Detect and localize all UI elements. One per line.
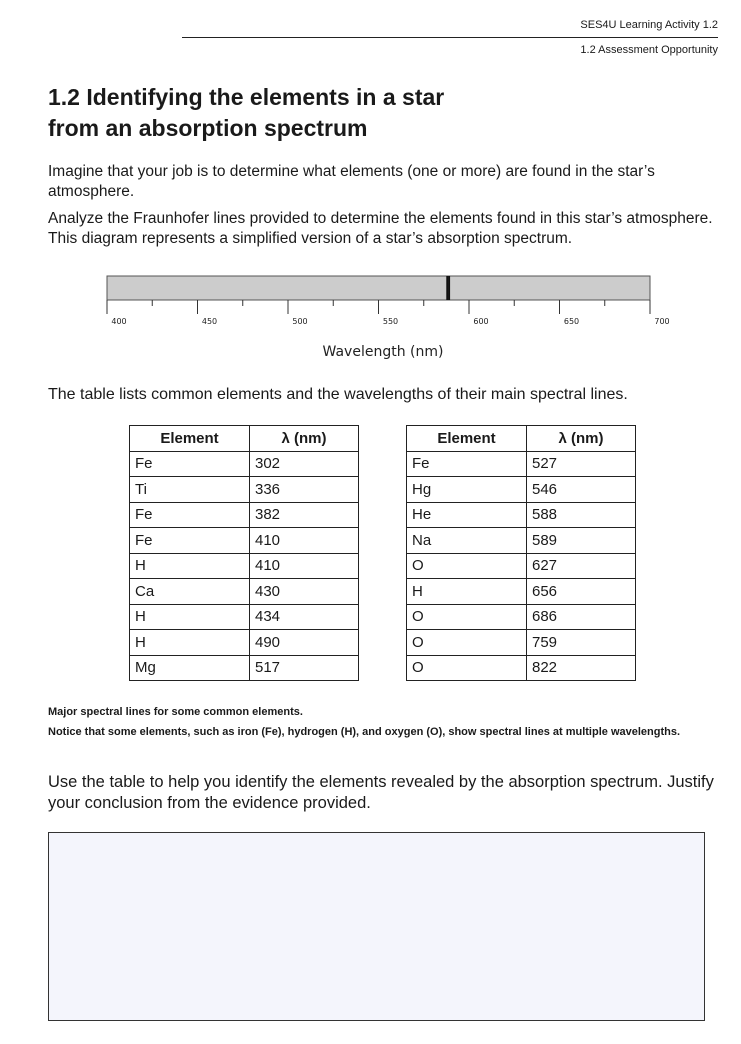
intro-paragraph-2: Analyze the Fraunhofer lines provided to determine the elements found in this star’s atmosphere. This diagram represents a simplified version of a star’s absorption spectrum. — [48, 210, 713, 247]
table-row — [407, 477, 636, 503]
wavelength-cell: 546 — [527, 477, 636, 503]
tick-label: 500 — [292, 317, 308, 326]
element-cell: H — [407, 579, 527, 605]
wavelength-cell: 588 — [527, 502, 636, 528]
header-subtitle: 1.2 Assessment Opportunity — [580, 44, 718, 56]
header-element: Element — [130, 426, 250, 452]
wavelength-cell: 527 — [527, 451, 636, 477]
table-row — [407, 655, 636, 681]
table-row — [407, 451, 636, 477]
element-cell: He — [407, 502, 527, 528]
element-cell: H — [130, 630, 250, 656]
wavelength-cell: 410 — [250, 528, 359, 554]
table-header-row — [407, 426, 636, 452]
intro-paragraph-1: Imagine that your job is to determine what elements (one or more) are found in the star’s atmosphere. — [48, 163, 655, 200]
table-intro: The table lists common elements and the wavelengths of their main spectral lines. — [48, 386, 628, 403]
wavelength-cell: 430 — [250, 579, 359, 605]
table-header-row — [130, 426, 359, 452]
tick-label: 650 — [563, 317, 580, 326]
table-caption: Major spectral lines for some common elements. — [48, 706, 303, 718]
table-row — [407, 553, 636, 579]
wavelength-cell: 382 — [250, 502, 359, 528]
wavelength-cell: 759 — [527, 630, 636, 656]
wavelength-cell: 410 — [250, 553, 359, 579]
table-row — [130, 553, 359, 579]
element-cell: O — [407, 630, 527, 656]
title-line-1: 1.2 Identifying the elements in a star — [48, 84, 445, 110]
wavelength-cell: 302 — [250, 451, 359, 477]
header-wavelength: λ (nm) — [250, 426, 359, 452]
header-element: Element — [407, 426, 527, 452]
table-row — [407, 528, 636, 554]
table-row — [130, 604, 359, 630]
header-wavelength: λ (nm) — [527, 426, 636, 452]
table-row — [130, 528, 359, 554]
spectral-lines-table-left — [129, 425, 359, 681]
tick-label: 550 — [382, 317, 399, 326]
wavelength-cell: 656 — [527, 579, 636, 605]
table-row — [130, 630, 359, 656]
element-cell: H — [130, 604, 250, 630]
table-note: Notice that some elements, such as iron (Fe), hydrogen (H), and oxygen (O), show spectral lines at multiple wavelengths. — [48, 726, 681, 738]
title-line-2: from an absorption spectrum — [48, 115, 368, 141]
spectral-lines-table-right — [406, 425, 636, 681]
table-row — [130, 502, 359, 528]
element-cell: Na — [407, 528, 527, 554]
wavelength-cell: 434 — [250, 604, 359, 630]
tick-label: 400 — [111, 317, 127, 326]
table-row — [130, 579, 359, 605]
tick-label: 700 — [654, 317, 670, 326]
wavelength-cell: 686 — [527, 604, 636, 630]
element-cell: Hg — [407, 477, 527, 503]
spectrum-band — [107, 276, 650, 300]
table-row — [130, 477, 359, 503]
element-cell: Fe — [130, 451, 250, 477]
table-row — [130, 655, 359, 681]
wavelength-cell: 490 — [250, 630, 359, 656]
table-row — [407, 502, 636, 528]
element-cell: Mg — [130, 655, 250, 681]
page-title — [48, 82, 548, 144]
tick-label: 600 — [473, 317, 489, 326]
spectrum-axis-label: Wavelength (nm) — [322, 344, 444, 360]
element-cell: O — [407, 655, 527, 681]
table-row — [407, 604, 636, 630]
element-cell: Fe — [407, 451, 527, 477]
answer-box[interactable] — [48, 832, 705, 1021]
element-cell: O — [407, 553, 527, 579]
element-cell: Ti — [130, 477, 250, 503]
header-rule — [182, 37, 718, 38]
element-cell: Fe — [130, 502, 250, 528]
table-row — [407, 579, 636, 605]
wavelength-cell: 627 — [527, 553, 636, 579]
tick-label: 450 — [201, 317, 218, 326]
table-row — [407, 630, 636, 656]
wavelength-cell: 822 — [527, 655, 636, 681]
wavelength-cell: 336 — [250, 477, 359, 503]
element-cell: Ca — [130, 579, 250, 605]
element-cell: H — [130, 553, 250, 579]
wavelength-cell: 589 — [527, 528, 636, 554]
question-prompt: Use the table to help you identify the elements revealed by the absorption spectrum. Justify your conclusion from the evidence provided. — [48, 773, 714, 812]
element-cell: Fe — [130, 528, 250, 554]
element-cell: O — [407, 604, 527, 630]
wavelength-cell: 517 — [250, 655, 359, 681]
header-course: SES4U Learning Activity 1.2 — [580, 19, 718, 31]
absorption-spectrum-diagram — [100, 270, 670, 370]
table-row — [130, 451, 359, 477]
